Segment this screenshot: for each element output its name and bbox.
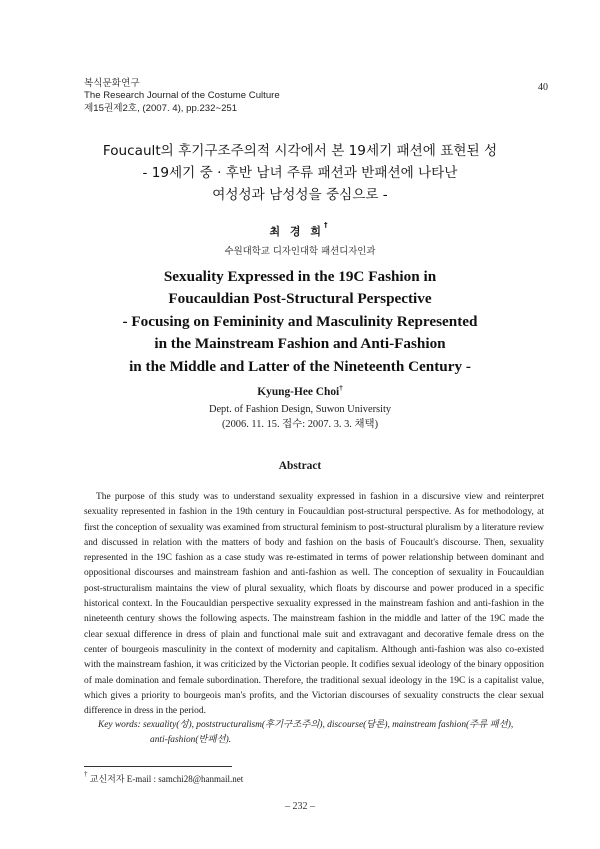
journal-name-en: The Research Journal of the Costume Culture bbox=[84, 90, 280, 102]
affiliation-kr: 수원대학교 디자인대학 패션디자인과 bbox=[224, 246, 376, 257]
footnote-rule bbox=[84, 766, 232, 767]
corresponding-mark: † bbox=[339, 384, 343, 392]
journal-issue: 제15권제2호, (2007. 4), pp.232~251 bbox=[84, 102, 238, 114]
received-accepted-dates: (2006. 11. 15. 접수: 2007. 3. 3. 채택) bbox=[221, 419, 379, 430]
keywords-line-2: anti-fashion(반패션). bbox=[150, 735, 232, 745]
title-kr-line: 여성성과 남성성을 중심으로 - bbox=[212, 187, 388, 203]
footnote-text: 교신저자 E-mail : samchi28@hanmail.net bbox=[89, 774, 244, 784]
keywords-line-1: sexuality(성), poststructuralism(후기구조주의), discourse(담론), mainstream fashion(주류 패션), bbox=[142, 720, 514, 730]
author-en bbox=[0, 386, 600, 398]
title-en-line: Foucauldian Post-Structural Perspective bbox=[168, 290, 432, 308]
footnote-mark: † bbox=[84, 770, 88, 778]
title-kr-line: Foucault의 후기구조주의적 시각에서 본 19세기 패션에 표현된 성 bbox=[102, 143, 498, 159]
affiliation-en-block bbox=[0, 402, 600, 432]
journal-name-kr: 복식문화연구 bbox=[84, 78, 140, 89]
title-en-line: Sexuality Expressed in the 19C Fashion in bbox=[163, 268, 437, 285]
abstract-body bbox=[84, 490, 544, 719]
title-en-line: in the Mainstream Fashion and Anti-Fashion bbox=[154, 335, 446, 353]
title-en-line: - Focusing on Femininity and Masculinity Represented bbox=[122, 312, 478, 330]
title-en-line: in the Middle and Latter of the Nineteenth Century - bbox=[129, 357, 471, 375]
title-kr bbox=[40, 140, 560, 206]
journal-header bbox=[84, 78, 280, 115]
author-kr-name: 최 경 희 bbox=[269, 225, 325, 238]
title-en bbox=[40, 266, 560, 378]
author-kr bbox=[0, 223, 600, 239]
footnote bbox=[84, 772, 243, 785]
abstract-heading: Abstract bbox=[278, 460, 322, 472]
page-number-bottom: – 232 – bbox=[285, 801, 315, 812]
page-number-top: 40 bbox=[538, 82, 548, 93]
corresponding-mark: † bbox=[324, 221, 331, 229]
abstract-text: The purpose of this study was to understand sexuality expressed in fashion in a discursive view and reinterpret sexuality represented in fashion in the 19th century in Foucauldian post-structural perspective. As for methodology, at first the conception of sexuality was examined from structural feminism to post-structural pluralism by a literature review and discussed in relation with the matters of body and fashion on the basis of Foucault's discourse. Then, sexuality represented in the 19C fashion as a case study was re-estimated in terms of power relationship between dominant and oppositional discourses and mainstream fashion and anti-fashion as well. The conception of sexuality in Foucauldian post-structuralism maintains the view of plural sexuality, which floats by discourse and power produced in a specific historical context. In the Foucauldian perspective sexuality expressed in the mainstream fashion and anti-fashion in the nineteenth century shows the following aspects. The mainstream fashion in the middle and latter of the 19C made the clear sexual difference in dress of plain and functional male suit and extravagant and decorative female dress on the center of bourgeois masculinity in the context of modernity and capitalism. Although anti-fashion was also co-existed with the mainstream fashion, it was criticized by the Victorian people. It codifies sexual ideology of the binary opposition of male domination and female subordination. Therefore, the traditional sexual ideology in the 19C is a capitalist value, which gives a priority to bourgeois man's profits, and the Victorian discourses of sexuality constructs the clear sexual difference in dress in the period. bbox=[84, 492, 544, 717]
keywords bbox=[84, 718, 544, 748]
author-en-name: Kyung-Hee Choi bbox=[257, 386, 340, 398]
keywords-label: Key words: bbox=[98, 720, 141, 730]
affiliation-en: Dept. of Fashion Design, Suwon University bbox=[208, 404, 392, 415]
title-kr-line: - 19세기 중 · 후반 남녀 주류 패션과 반패션에 나타난 bbox=[142, 165, 458, 181]
